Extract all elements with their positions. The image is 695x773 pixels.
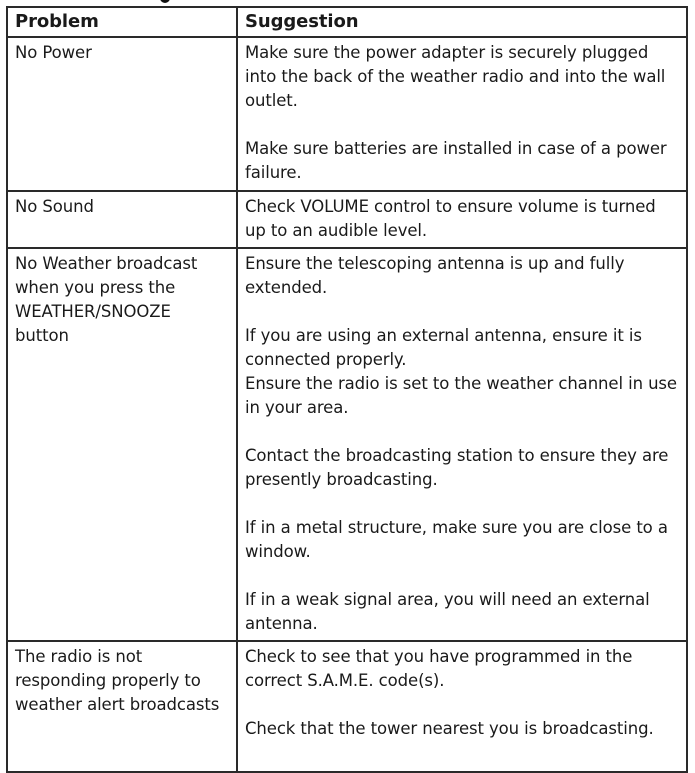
suggestion-cell — [237, 191, 687, 248]
suggestion-cell — [237, 37, 687, 191]
table-header-row — [7, 7, 687, 37]
suggestion-text: Ensure the telescoping antenna is up and fully extended. — [245, 254, 625, 297]
suggestion-text: Contact the broadcasting station to ensure they are presently broadcasting. — [245, 446, 669, 489]
suggestion-text: Ensure the radio is set to the weather channel in use in your area. — [245, 374, 677, 417]
suggestion-text: Check to see that you have programmed in the correct S.A.M.E. code(s). — [245, 647, 633, 690]
suggestion-text: Make sure batteries are installed in case of a power failure. — [245, 139, 667, 182]
cropped-heading-fragment — [160, 0, 170, 3]
problem-cell: The radio is not responding properly to weather alert broadcasts — [7, 641, 237, 772]
suggestion-text: Make sure the power adapter is securely plugged into the back of the weather radio and into the wall outlet. — [245, 43, 666, 110]
suggestion-text: If you are using an external antenna, ensure it is connected properly. — [245, 326, 642, 369]
problem-cell: No Power — [7, 37, 237, 191]
suggestion-cell — [237, 248, 687, 641]
table-row — [7, 641, 687, 772]
problem-cell: No Sound — [7, 191, 237, 248]
suggestion-text: If in a weak signal area, you will need an external antenna. — [245, 590, 650, 633]
table-row — [7, 248, 687, 641]
column-header-suggestion: Suggestion — [237, 7, 687, 37]
suggestion-text: Check that the tower nearest you is broadcasting. — [245, 719, 654, 738]
column-header-problem: Problem — [7, 7, 237, 37]
suggestion-text: If in a metal structure, make sure you are close to a window. — [245, 518, 668, 561]
table-row — [7, 191, 687, 248]
troubleshooting-table — [6, 6, 688, 773]
problem-cell: No Weather broadcast when you press the WEATHER/SNOOZE button — [7, 248, 237, 641]
table-row — [7, 37, 687, 191]
suggestion-text: Check VOLUME control to ensure volume is turned up to an audible level. — [245, 197, 656, 240]
suggestion-cell — [237, 641, 687, 772]
